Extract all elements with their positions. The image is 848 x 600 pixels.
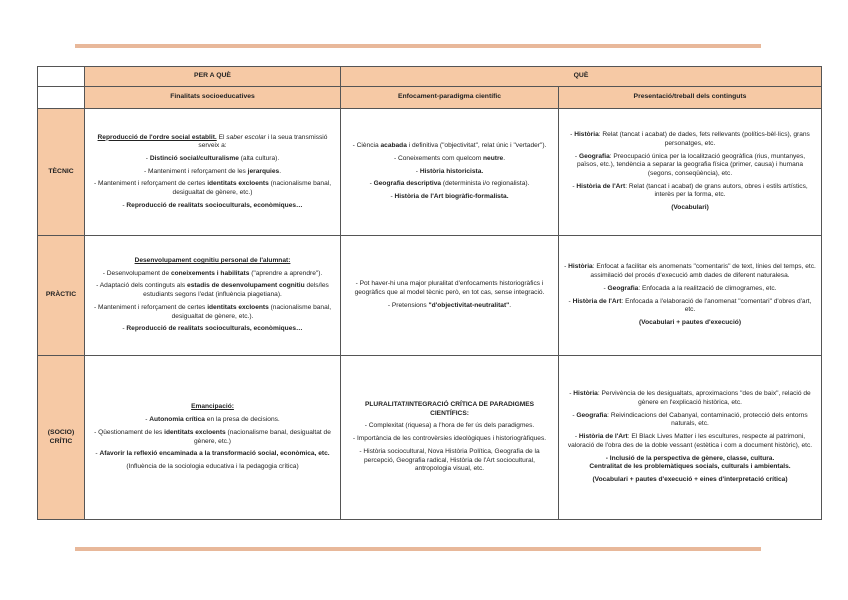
critic-presentacio-item: - Història de l'Art: El Black Lives Matter i les escultures, respecte al patrimoni, valoració de l'obra des de la doble vessant (estètica i com a document històric), etc.: [567, 433, 813, 449]
tecnic-presentacio-summary: (Vocabulari): [671, 204, 709, 212]
critic-finalitats-note: (Influència de la sociologia educativa i la pedagogia crítica): [126, 462, 299, 470]
tecnic-presentacio-item: - Història: Relat (tancat i acabat) de dades, fets rellevants (polítics-bèl·lics), grans personatges, etc.: [570, 131, 810, 147]
critic-enfocament-item: - Complexitat (riquesa) a l'hora de fer ús dels paradigmes.: [364, 422, 535, 430]
practic-finalitats-cell: [85, 236, 341, 356]
critic-presentacio-summary: (Vocabulari + pautes d'execució + eines d'interpretació crítica): [592, 475, 788, 483]
corner-cell: [38, 67, 85, 87]
tecnic-enfocament-cell: [341, 109, 559, 236]
top-divider-rule: [75, 44, 761, 48]
row-tecnic: [38, 109, 822, 236]
practic-enfocament-cell: [341, 236, 559, 356]
critic-enfocament-item: - Història sociocultural, Nova Història Política, Geografia de la percepció, Geografia radical, Història de l'Art sociocultural, antropologia visual, etc.: [359, 447, 540, 473]
critic-enfocament-cell: [341, 356, 559, 520]
tecnic-finalitats-item: - Manteniment i reforçament de certes identitats excloents (nacionalisme banal, desigualtat de gènere, etc.): [93, 180, 332, 197]
critic-presentacio-item: - Història: Pervivència de les desigualtats, aproximacions "des de baix", relació de gènere en l'explicació històrica, etc.: [569, 390, 811, 407]
header-row-2: [38, 87, 822, 109]
row-label-critic: (SOCIO) CRÍTIC: [38, 356, 85, 520]
practic-enfocament-item: - Pretensions "d'objectivitat-neutralitat".: [387, 301, 512, 309]
row-practic: [38, 236, 822, 356]
que-header: QUÈ: [341, 67, 822, 87]
critic-finalitats-item: - Autonomia crítica en la presa de decisions.: [145, 416, 280, 424]
per-a-que-header: PER A QUÈ: [85, 67, 341, 87]
finalitats-header: Finalitats socioeducatives: [85, 87, 341, 109]
tecnic-presentacio-item: - Geografia: Preocupació única per la localització geogràfica (rius, muntanyes, països, etc.), tendència a separar la geografia física (primer, causa) i humana (segons, conseqüència), etc.: [574, 152, 806, 177]
presentacio-header: Presentació/treball dels continguts: [559, 87, 822, 109]
tecnic-finalitats-cell: [85, 109, 341, 236]
practic-finalitats-item: - Reproducció de realitats socioculturals, econòmiques…: [122, 325, 303, 333]
tecnic-finalitats-item: - Manteniment i reforçament de les jerarquies.: [143, 167, 282, 175]
tecnic-finalitats-item: - Reproducció de realitats socioculturals, econòmiques…: [122, 201, 303, 209]
didactic-models-table: [37, 66, 822, 520]
tecnic-enfocament-item: - Història de l'Art biogràfic-formalista.: [390, 193, 509, 201]
critic-presentacio-item: - Geografia: Reivindicacions del Cabanyal, contaminació, protecció dels entorns naturals, etc.: [572, 411, 808, 428]
tecnic-presentacio-item: - Història de l'Art: Relat (tancat i acabat) de grans autors, obres i estils artístics, interès per la forma, etc.: [572, 182, 808, 199]
tecnic-enfocament-item: - Geografia descriptiva (determinista i/o regionalista).: [369, 180, 530, 188]
header-row-1: [38, 67, 822, 87]
bottom-divider-rule: [75, 547, 761, 551]
practic-presentacio-item: - Geografia: Enfocada a la realització de climogrames, etc.: [603, 284, 777, 292]
tecnic-enfocament-item: - Ciència acabada i definitiva ("objectivitat", relat únic i "vertader").: [352, 142, 547, 150]
row-label-tecnic: TÈCNIC: [38, 109, 85, 236]
critic-presentacio-emphasis: - Inclusió de la perspectiva de gènere, classe, cultura. Centralitat de les problemàtiques socials, culturals i ambientals.: [589, 454, 791, 471]
practic-presentacio-summary: (Vocabulari + pautes d'execució): [638, 318, 742, 326]
critic-finalitats-cell: [85, 356, 341, 520]
practic-enfocament-item: - Pot haver-hi una major pluralitat d'enfocaments historiogràfics i geogràfics que al model tècnic però, en tot cas, sense integració.: [354, 280, 545, 297]
tecnic-finalitats-item: - Distinció social/culturalisme (alta cultura).: [145, 154, 280, 162]
practic-presentacio-item: - Història: Enfocat a facilitar els anomenats "comentaris" de text, línies del temps, etc. assimilació del procés d'execució amb dades de diferent naturalesa.: [564, 263, 816, 280]
tecnic-presentacio-cell: [559, 109, 822, 236]
practic-finalitats-title: Desenvolupament cognitiu personal de l'alumnat:: [134, 257, 291, 265]
enfocament-header: Enfocament-paradigma científic: [341, 87, 559, 109]
row-label-practic: PRÀCTIC: [38, 236, 85, 356]
critic-enfocament-title: PLURALITAT/INTEGRACIÓ CRÍTICA DE PARADIGMES CIENTÍFICS:: [365, 401, 534, 417]
tecnic-enfocament-item: - Coneixements com quelcom neutre.: [393, 154, 506, 162]
row-critic: [38, 356, 822, 520]
critic-finalitats-item: - Qüestionament de les identitats excloents (nacionalisme banal, desigualtat de gènere, etc.): [94, 428, 331, 445]
critic-finalitats-title: Emancipació:: [191, 403, 234, 411]
critic-finalitats-item: - Afavorir la reflexió encaminada a la transformació social, econòmica, etc.: [95, 450, 330, 458]
practic-presentacio-cell: [559, 236, 822, 356]
practic-finalitats-item: - Adaptació dels continguts als estadis de desenvolupament cognitiu dels/les estudiants segons l'edat (influència piagetiana).: [96, 282, 329, 299]
practic-finalitats-item: - Manteniment i reforçament de certes identitats excloents (nacionalisme banal, desigualtat de gènere, etc.).: [93, 303, 332, 320]
tecnic-enfocament-item: - Història historicista.: [415, 167, 484, 175]
critic-presentacio-cell: [559, 356, 822, 520]
practic-presentacio-item: - Història de l'Art: Enfocada a l'elaboració de l'anomenat "comentari" d'obres d'art, etc.: [568, 297, 812, 314]
tecnic-finalitats-intro: Reproducció de l'ordre social establit. El saber escolar i la seua transmissió serveix a:: [97, 133, 328, 150]
critic-enfocament-item: - Importància de les controvèrsies ideològiques i historiogràfiques.: [352, 435, 547, 443]
corner-cell-2: [38, 87, 85, 109]
practic-finalitats-item: - Desenvolupament de coneixements i habilitats ("aprendre a aprendre").: [102, 269, 323, 277]
